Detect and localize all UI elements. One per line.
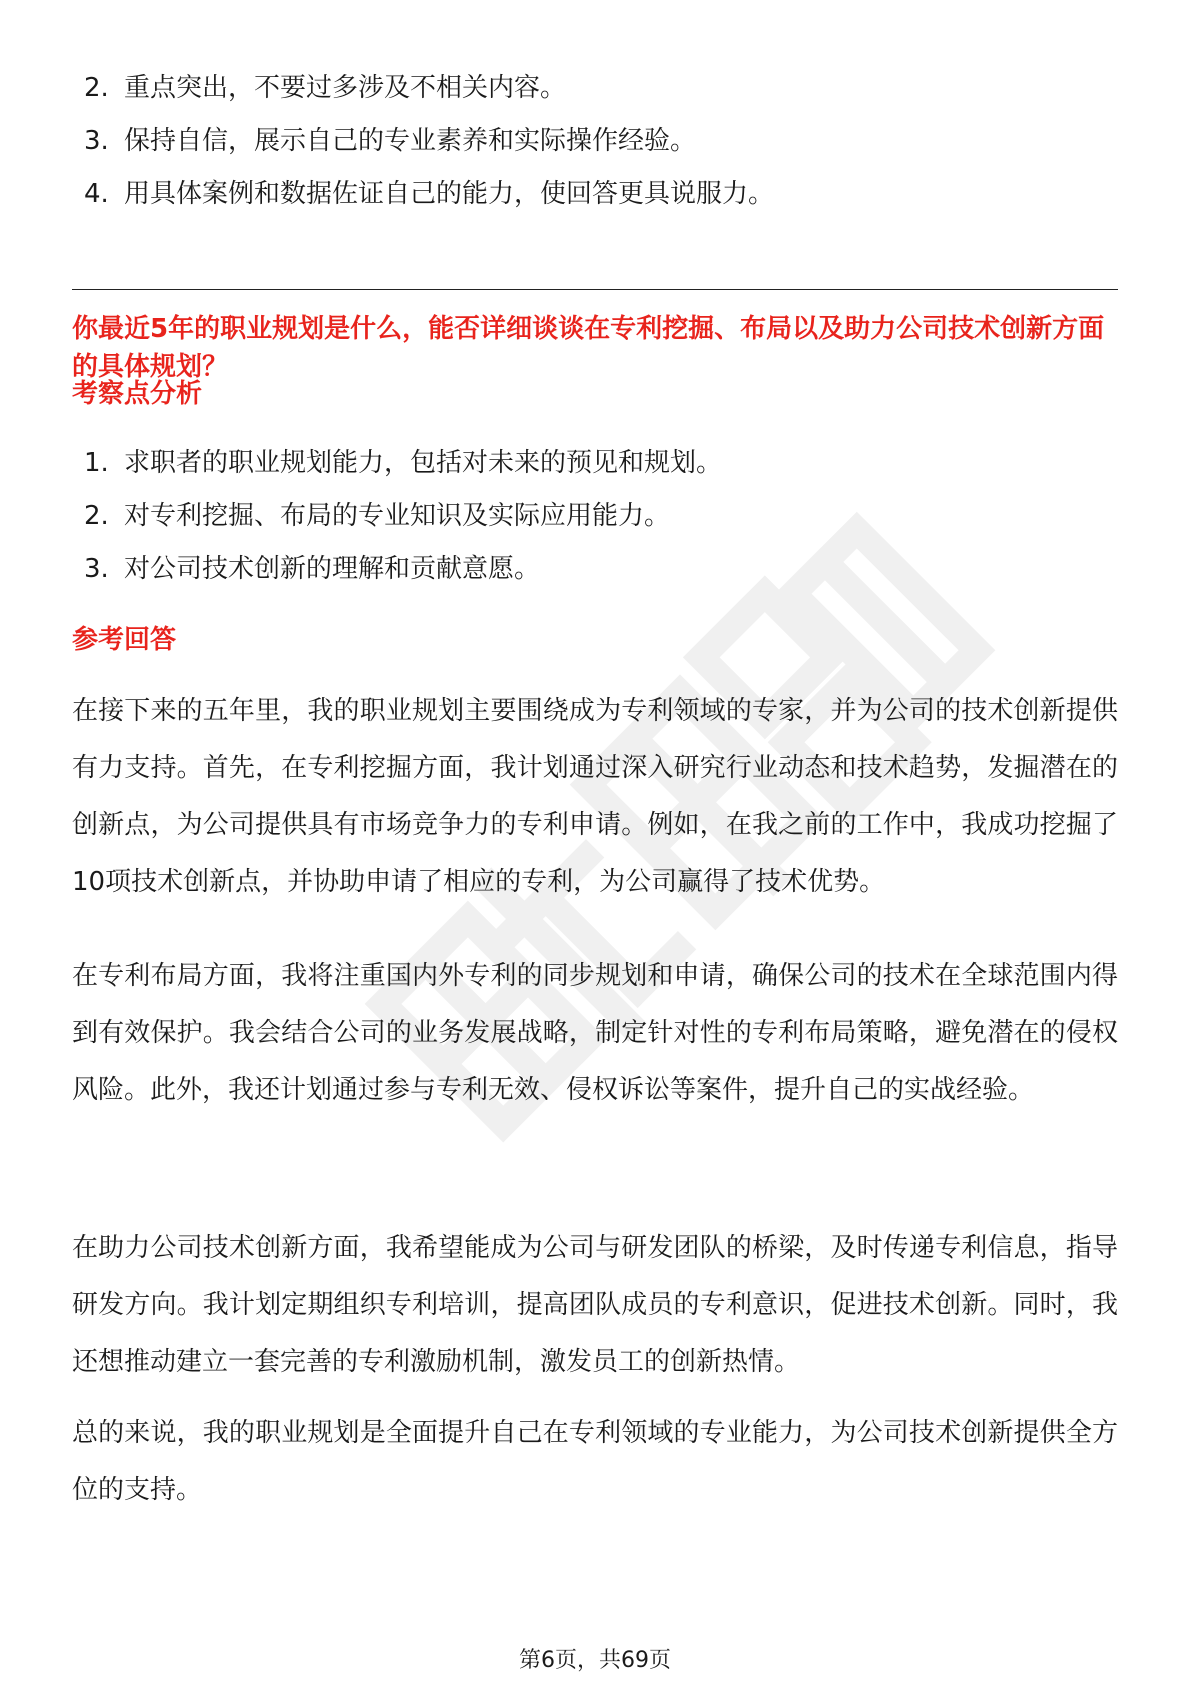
list-number: 2. <box>84 501 109 531</box>
list-item <box>84 70 566 106</box>
answer-paragraph: 总的来说，我的职业规划是全面提升自己在专利领域的专业能力，为公司技术创新提供全方位的支持。 <box>72 1418 1118 1505</box>
interview-question: 你最近5年的职业规划是什么，能否详细谈谈在专利挖掘、布局以及助力公司技术创新方面的具体规划？ <box>72 314 1105 382</box>
list-item <box>84 176 774 212</box>
list-number: 3. <box>84 554 109 584</box>
list-number: 1. <box>84 448 109 478</box>
list-text: 求职者的职业规划能力，包括对未来的预见和规划。 <box>124 448 723 478</box>
section-divider <box>72 289 1118 290</box>
answer-paragraph: 在接下来的五年里，我的职业规划主要围绕成为专利领域的专家，并为公司的技术创新提供有力支持。首先，在专利挖掘方面，我计划通过深入研究行业动态和技术趋势，发掘潜在的创新点，为公司提供具有市场竞争力的专利申请。例如，在我之前的工作中，我成功挖掘了10项技术创新点，并协助申请了相应的专利，为公司赢得了技术优势。 <box>72 696 1118 897</box>
answer-paragraph: 在助力公司技术创新方面，我希望能成为公司与研发团队的桥梁，及时传递专利信息，指导研发方向。我计划定期组织专利培训，提高团队成员的专利意识，促进技术创新。同时，我还想推动建立一套完善的专利激励机制，激发员工的创新热情。 <box>72 1233 1118 1377</box>
list-text: 对专利挖掘、布局的专业知识及实际应用能力。 <box>124 501 671 531</box>
page-number: 第6页，共69页 <box>519 1648 671 1673</box>
list-text: 保持自信，展示自己的专业素养和实际操作经验。 <box>124 126 697 156</box>
list-text: 用具体案例和数据佐证自己的能力，使回答更具说服力。 <box>124 179 775 209</box>
list-item <box>84 445 722 481</box>
list-number: 4. <box>84 179 109 209</box>
list-item <box>84 123 696 159</box>
list-item <box>84 551 540 587</box>
list-text: 重点突出，不要过多涉及不相关内容。 <box>124 73 567 103</box>
list-number: 2. <box>84 73 109 103</box>
answer-heading: 参考回答 <box>72 625 177 655</box>
list-item <box>84 498 670 534</box>
answer-paragraph: 在专利布局方面，我将注重国内外专利的同步规划和申请，确保公司的技术在全球范围内得到有效保护。我会结合公司的业务发展战略，制定针对性的专利布局策略，避免潜在的侵权风险。此外，我还计划通过参与专利无效、侵权诉讼等案件，提升自己的实战经验。 <box>72 961 1118 1105</box>
list-number: 3. <box>84 126 109 156</box>
analysis-heading: 考察点分析 <box>72 379 203 409</box>
list-text: 对公司技术创新的理解和贡献意愿。 <box>124 554 541 584</box>
